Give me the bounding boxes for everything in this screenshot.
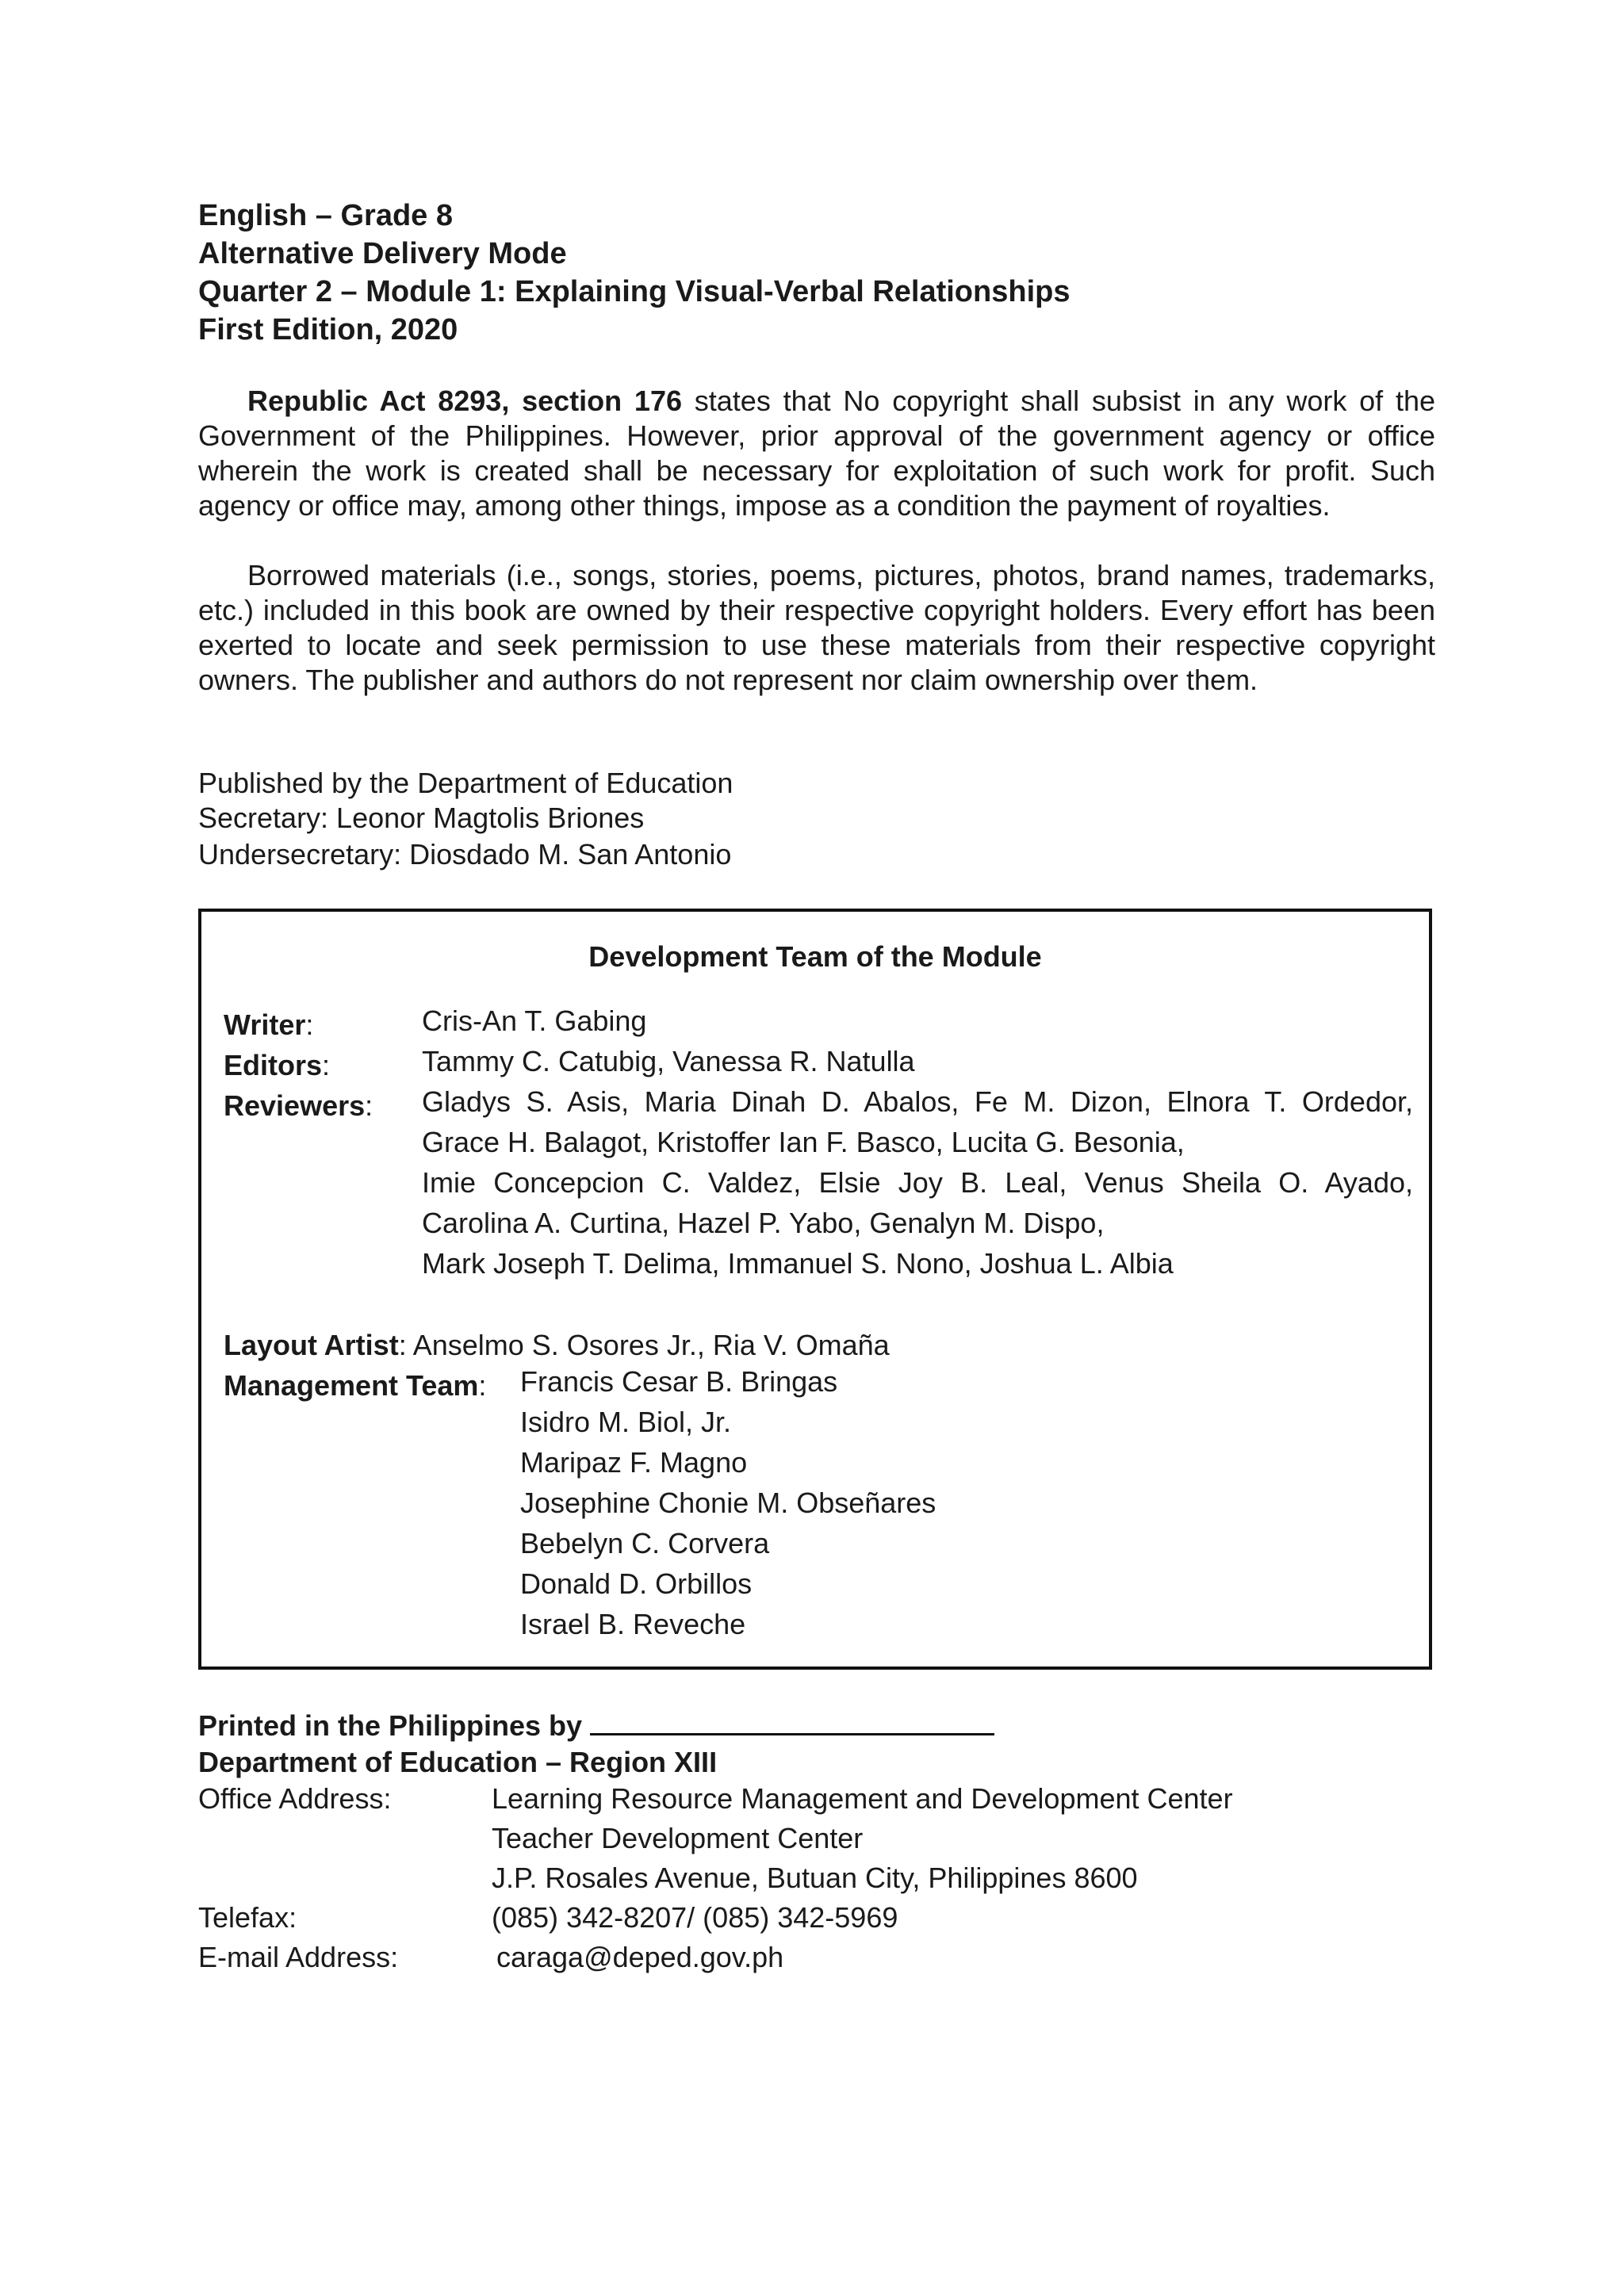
borrowed-materials-text: Borrowed materials (i.e., songs, stories, poems, pictures, photos, brand names, trademarks, etc.) included in this book are owned by their respective copyright holders. Every effort has been exerted to locate and seek permission to use these materials from their respective copyright owners. The publisher and authors do not represent nor claim ownership over them. xyxy=(198,559,1435,696)
reviewers-line: Mark Joseph T. Delima, Immanuel S. Nono, Joshua L. Albia xyxy=(422,1247,1174,1280)
reviewers-line: Grace H. Balagot, Kristoffer Ian F. Basco, Lucita G. Besonia, xyxy=(422,1126,1185,1158)
management-team-names xyxy=(520,1361,936,1644)
email-address[interactable]: caraga@deped.gov.ph xyxy=(496,1941,784,1973)
delivery-mode: Alternative Delivery Mode xyxy=(198,237,567,270)
management-member: Maripaz F. Magno xyxy=(520,1446,748,1479)
reviewers-names xyxy=(422,1081,1413,1284)
module-header xyxy=(198,197,1070,349)
reviewers-line: Gladys S. Asis, Maria Dinah D. Abalos, Fe M. Dizon, Elnora T. Ordedor, xyxy=(422,1085,1413,1118)
published-by: Published by the Department of Education xyxy=(198,767,733,799)
undersecretary: Undersecretary: Diosdado M. San Antonio xyxy=(198,838,732,871)
management-member: Isidro M. Biol, Jr. xyxy=(520,1406,732,1438)
office-address-line: J.P. Rosales Avenue, Butuan City, Philippines 8600 xyxy=(492,1862,1138,1894)
writer-name: Cris-An T. Gabing xyxy=(422,1004,647,1037)
management-member: Israel B. Reveche xyxy=(520,1608,746,1640)
secretary: Secretary: Leonor Magtolis Briones xyxy=(198,802,645,834)
reviewers-line: Carolina A. Curtina, Hazel P. Yabo, Genalyn M. Dispo, xyxy=(422,1207,1105,1239)
department-region: Department of Education – Region XIII xyxy=(198,1746,718,1778)
subject-grade: English – Grade 8 xyxy=(198,199,453,232)
republic-act-reference: Republic Act 8293, section 176 xyxy=(247,385,682,417)
edition: First Edition, 2020 xyxy=(198,313,458,346)
management-member: Donald D. Orbillos xyxy=(520,1567,753,1600)
copyright-text: states that No copyright shall subsist in any work of the Government of the Philippines. However, prior approval of the government agency or office wherein the work is created shall be necessary for exploitation of such work for profit. Such agency or office may, among other things, impose as a condition the payment of royalties. xyxy=(198,385,1435,522)
printer-blank-line xyxy=(590,1709,994,1735)
office-address-row xyxy=(198,1781,1233,1820)
management-member: Josephine Chonie M. Obseñares xyxy=(520,1487,936,1519)
writer-label: Writer: xyxy=(224,1008,314,1041)
printed-in: Printed in the Philippines by xyxy=(198,1708,994,1744)
office-address-line: Learning Resource Management and Development Center xyxy=(492,1782,1233,1815)
email-label: E-mail Address: xyxy=(198,1941,399,1973)
development-team-title: Development Team of the Module xyxy=(588,940,1042,973)
borrowed-materials-paragraph xyxy=(198,558,1435,698)
office-address-row xyxy=(198,1860,1138,1900)
layout-artist-names: Anselmo S. Osores Jr., Ria V. Omaña xyxy=(412,1329,890,1361)
reviewers-label: Reviewers: xyxy=(224,1089,373,1122)
office-address-label: Office Address: xyxy=(198,1782,392,1815)
reviewers-line: Imie Concepcion C. Valdez, Elsie Joy B. Leal, Venus Sheila O. Ayado, xyxy=(422,1166,1413,1199)
management-member: Bebelyn C. Corvera xyxy=(520,1527,770,1559)
office-address-row xyxy=(198,1820,994,1860)
email-row xyxy=(198,1939,994,1979)
editors-names: Tammy C. Catubig, Vanessa R. Natulla xyxy=(422,1045,915,1077)
layout-artist-label: Layout Artist xyxy=(224,1329,399,1361)
management-team-label: Management Team: xyxy=(224,1369,487,1402)
management-member: Francis Cesar B. Bringas xyxy=(520,1365,838,1398)
telefax-row xyxy=(198,1900,994,1939)
copyright-paragraph xyxy=(198,384,1435,523)
telefax-label: Telefax: xyxy=(198,1901,297,1934)
printing-info xyxy=(198,1708,1233,1979)
layout-artist: Layout Artist: Anselmo S. Osores Jr., Ria V. Omaña xyxy=(224,1329,890,1361)
development-team-box xyxy=(198,909,1432,1670)
publisher-info xyxy=(198,766,733,872)
module-title: Quarter 2 – Module 1: Explaining Visual-Verbal Relationships xyxy=(198,275,1071,308)
telefax-value: (085) 342-8207/ (085) 342-5969 xyxy=(492,1901,898,1934)
office-address-line: Teacher Development Center xyxy=(492,1822,864,1854)
editors-label: Editors: xyxy=(224,1049,331,1081)
